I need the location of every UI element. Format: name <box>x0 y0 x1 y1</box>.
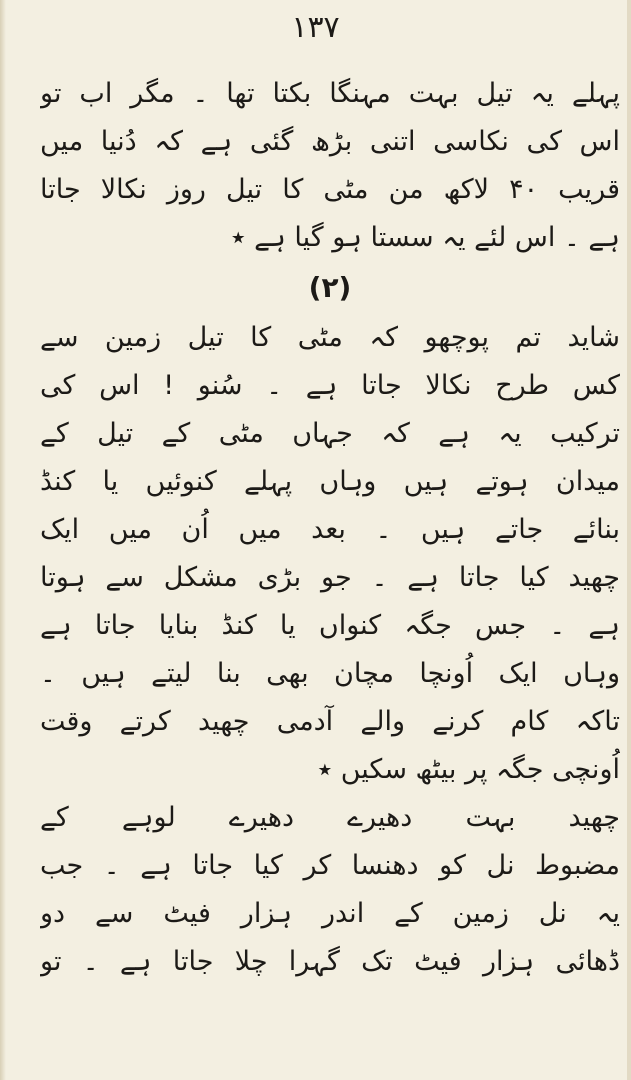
text-line: بنائے جاتے ہیں ۔ بعد میں اُن میں ایک <box>40 514 620 545</box>
text-line: قریب ۴۰ لاکھ من مٹی کا تیل روز نکالا جاتا <box>40 174 620 205</box>
paragraph-2 <box>40 314 620 794</box>
page-left-edge <box>0 0 6 1080</box>
text-line: شاید تم پوچھو کہ مٹی کا تیل زمین سے <box>40 322 620 353</box>
text-line: ہے ۔ اس لئے یہ سستا ہو گیا ہے ٭ <box>230 222 620 253</box>
text-line: پہلے یہ تیل بہت مہنگا بکتا تھا ۔ مگر اب تو <box>40 78 620 109</box>
text-line: اس کی نکاسی اتنی بڑھ گئی ہے کہ دُنیا میں <box>40 126 620 157</box>
text-line: میدان ہوتے ہیں وہاں پہلے کنوئیں یا کنڈ <box>40 466 620 497</box>
section-number: (۲) <box>308 271 352 304</box>
page-right-edge <box>627 0 631 1080</box>
text-line: کس طرح نکالا جاتا ہے ۔ سُنو ! اس کی <box>40 370 620 401</box>
paragraph-3 <box>40 794 620 986</box>
text-line: چھید کیا جاتا ہے ۔ جو بڑی مشکل سے ہوتا <box>40 562 620 593</box>
text-line: ہے ۔ جس جگہ کنواں یا کنڈ بنایا جاتا ہے <box>40 610 620 641</box>
text-line: یہ نل زمین کے اندر ہزار فیٹ سے دو <box>40 898 620 929</box>
text-line: تاکہ کام کرنے والے آدمی چھید کرتے وقت <box>40 706 620 737</box>
page-number: ۱۳۷ <box>291 10 340 45</box>
text-line: وہاں ایک اُونچا مچان بھی بنا لیتے ہیں ۔ <box>40 658 620 689</box>
text-line: چھید بہت دھیرے دھیرے لوہے کے <box>40 802 620 833</box>
text-line: مضبوط نل کو دھنسا کر کیا جاتا ہے ۔ جب <box>40 850 620 881</box>
page-text <box>40 70 620 986</box>
text-line: اُونچی جگہ پر بیٹھ سکیں ٭ <box>317 754 620 785</box>
text-line: ڈھائی ہزار فیٹ تک گہرا چلا جاتا ہے ۔ تو <box>40 946 620 977</box>
paragraph-1 <box>40 70 620 262</box>
text-line: ترکیب یہ ہے کہ جہاں مٹی کے تیل کے <box>40 418 620 449</box>
